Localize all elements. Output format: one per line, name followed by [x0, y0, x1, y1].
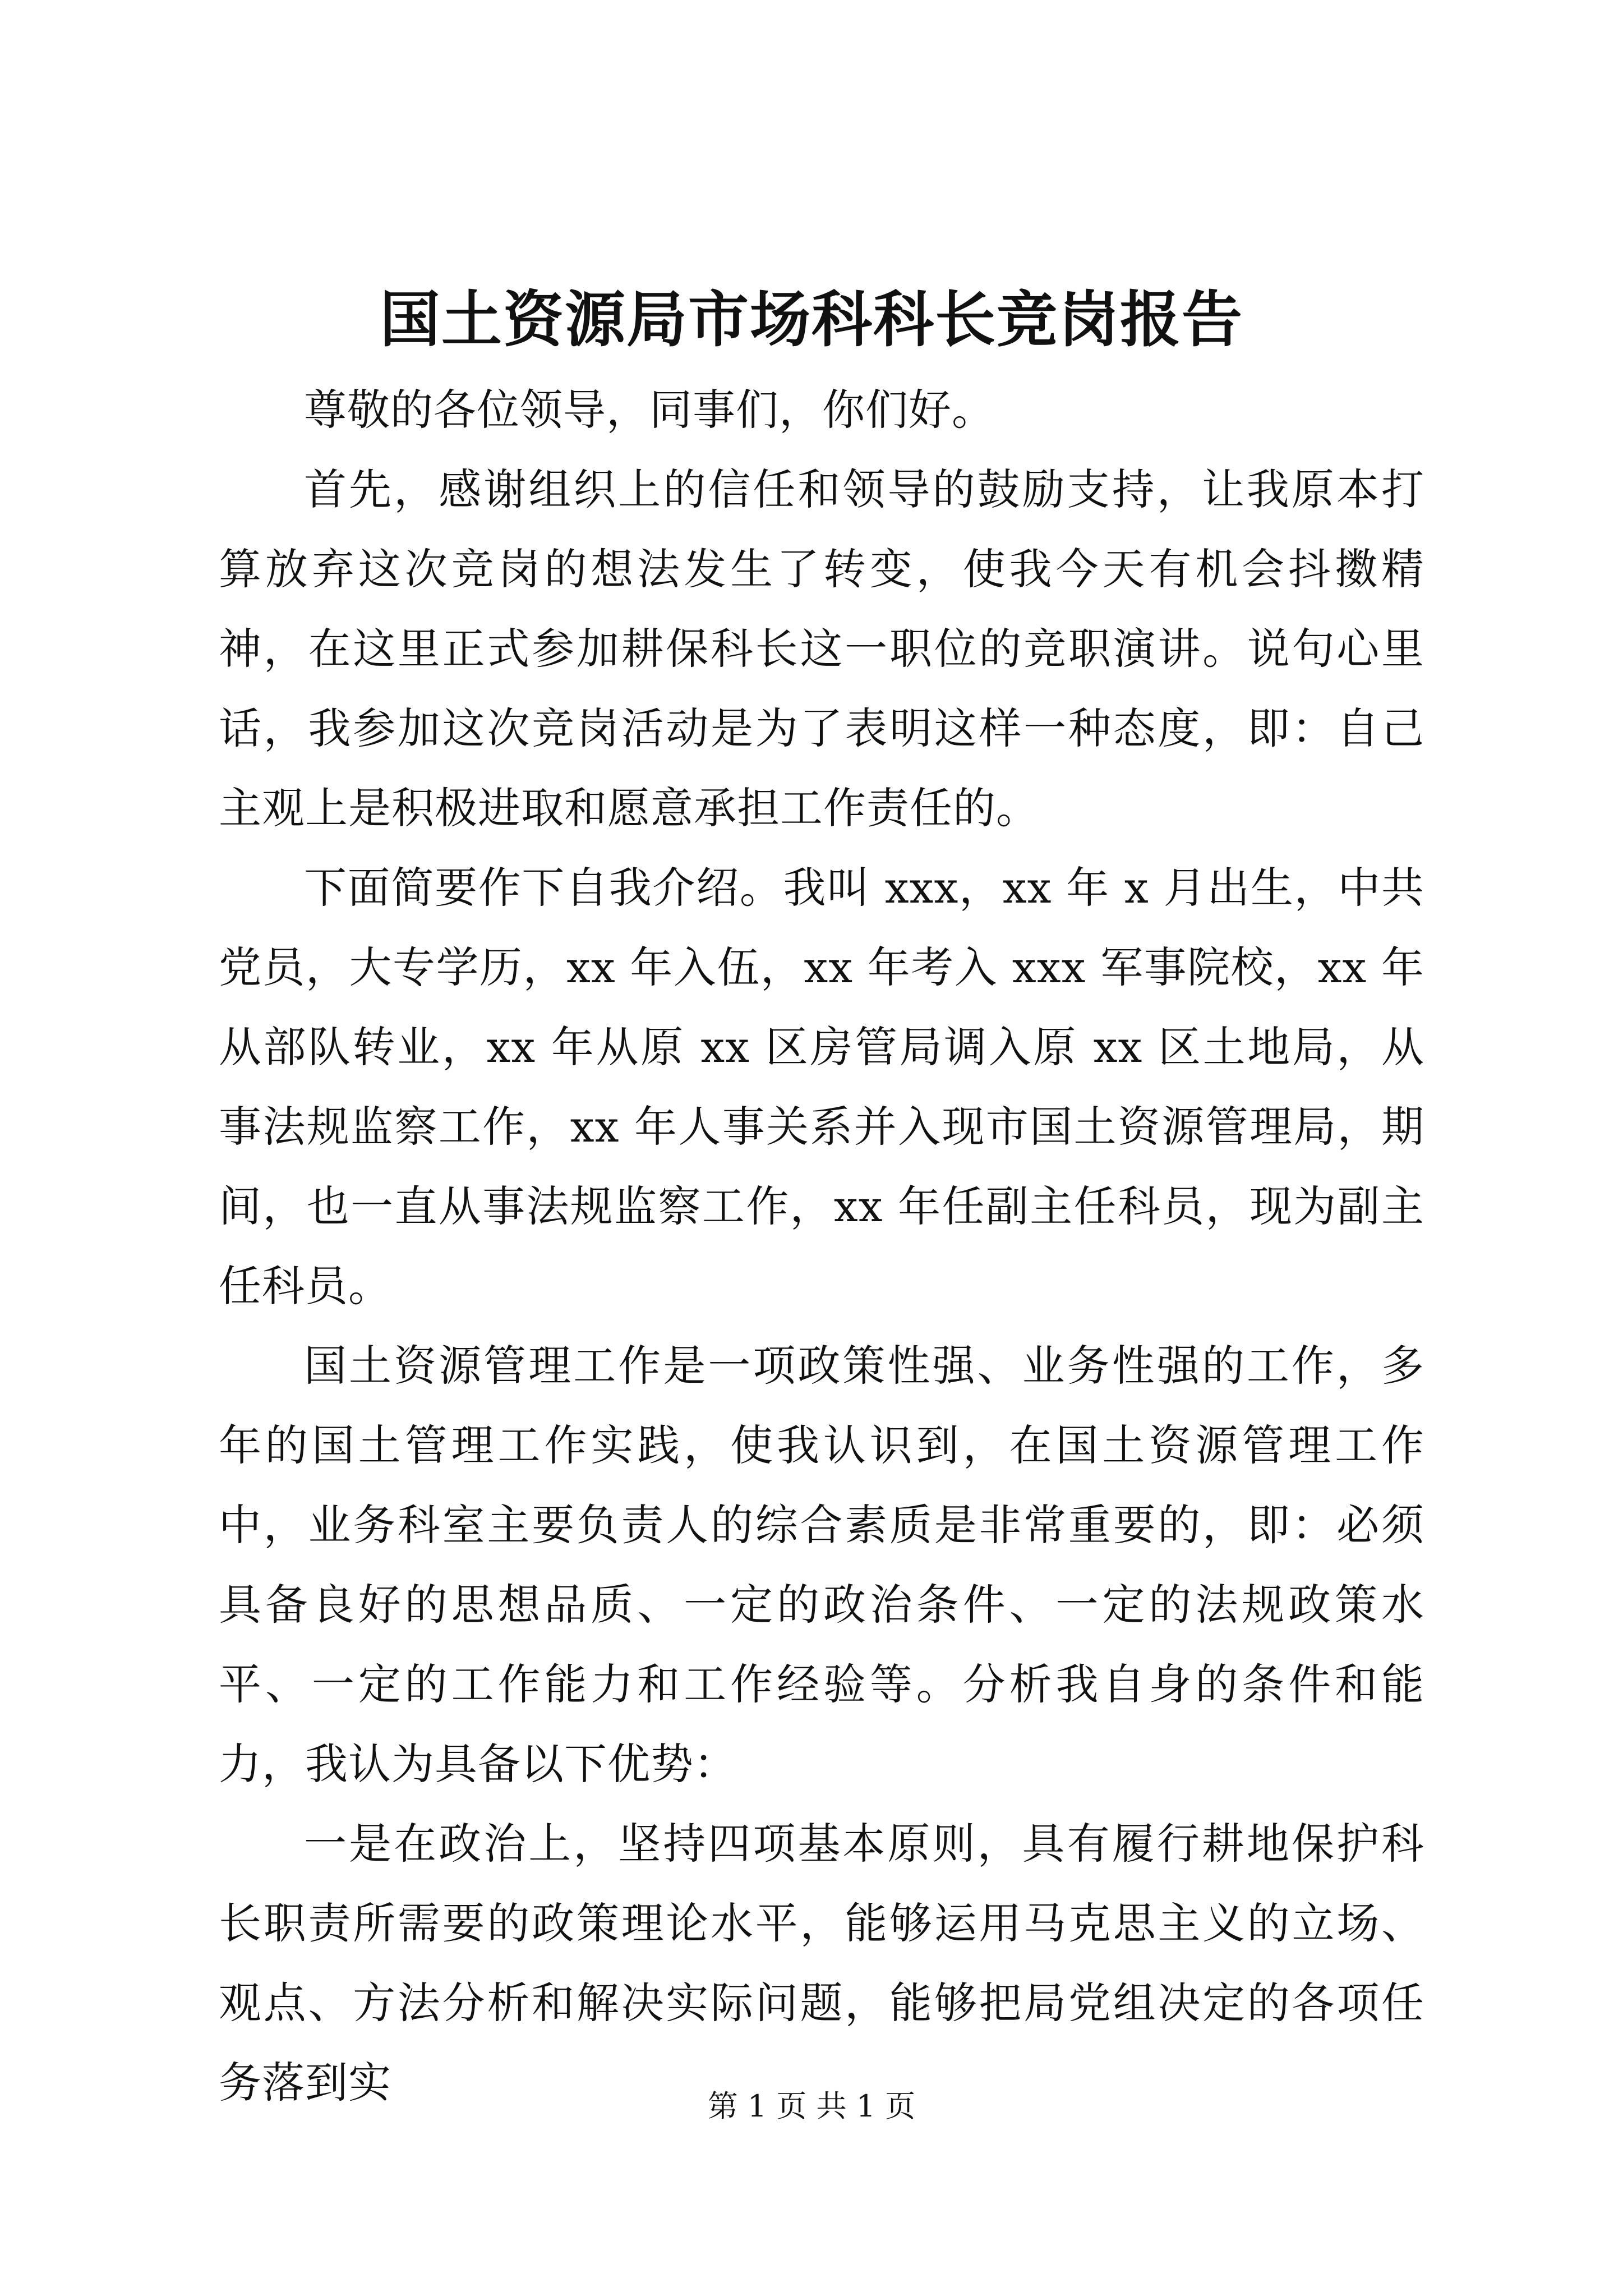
paragraph-work-understanding: 国土资源管理工作是一项政策性强、业务性强的工作，多年的国土管理工作实践，使我认识到，在国土资源管理工作中，业务科室主要负责人的综合素质是非常重要的，即：必须具备良好的思想品质、一定的政治条件、一定的法规政策水平、一定的工作能力和工作经验等。分析我自身的条件和能力，我认为具备以下优势：	[219, 1341, 1424, 1789]
paragraph-self-introduction: 下面简要作下自我介绍。我叫 xxx，xx 年 x 月出生，中共党员，大专学历，xx 年入伍，xx 年考入 xxx 军事院校，xx 年从部队转业，xx 年从原 xx 区房管局调入原 xx 区土地局，从事法规监察工作，xx 年人事关系并入现市国土资源管理局，期间，也一直从事法规监察工作，xx 年任副主任科员，现为副主任科员。	[219, 863, 1424, 1311]
document-body	[219, 370, 1424, 2123]
paragraph-political-advantage: 一是在政治上，坚持四项基本原则，具有履行耕地保护科长职责所需要的政策理论水平，能够运用马克思主义的立场、观点、方法分析和解决实际问题，能够把局党组决定的各项任务落到实	[219, 1819, 1424, 2108]
document-title: 国土资源局市场科科长竞岗报告	[379, 284, 1243, 355]
paragraph-greeting: 尊敬的各位领导，同事们，你们好。	[304, 385, 995, 435]
page-footer: 第 1 页 共 1 页	[707, 2088, 916, 2124]
paragraph-thanks: 首先，感谢组织上的信任和领导的鼓励支持，让我原本打算放弃这次竞岗的想法发生了转变，使我今天有机会抖擞精神，在这里正式参加耕保科长这一职位的竞职演讲。说句心里话，我参加这次竞岗活动是为了表明这样一种态度，即：自己主观上是积极进取和愿意承担工作责任的。	[219, 464, 1424, 833]
